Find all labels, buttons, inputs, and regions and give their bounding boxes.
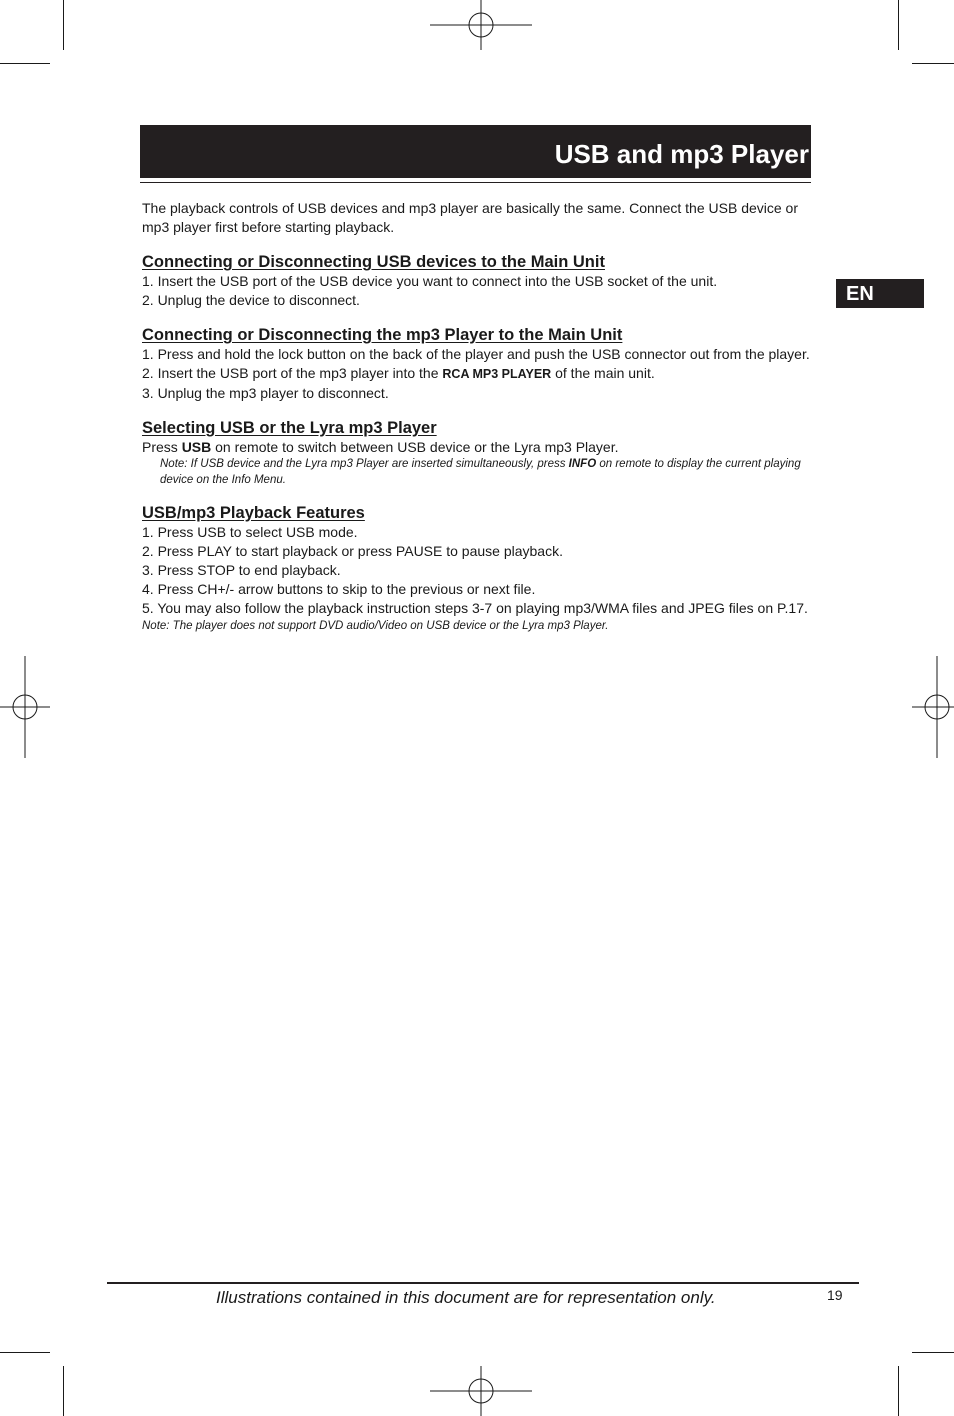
note: Note: The player does not support DVD audio/Video on USB device or the Lyra mp3 Player. — [142, 620, 609, 632]
crop-mark — [0, 63, 50, 64]
registration-mark-icon — [430, 0, 532, 50]
list-item: 1. Insert the USB port of the USB device you want to connect into the USB socket of the unit. — [142, 273, 718, 289]
list-item: 4. Press CH+/- arrow buttons to skip to the previous or next file. — [142, 581, 536, 597]
list-item: 3. Press STOP to end playback. — [142, 562, 341, 578]
list-item: 2. Insert the USB port of the mp3 player into the RCA MP3 PLAYER of the main unit. — [142, 365, 655, 381]
list-item: 3. Unplug the mp3 player to disconnect. — [142, 385, 389, 401]
title-underline — [140, 182, 811, 183]
section-mp3-player — [142, 326, 812, 403]
page-number: 19 — [827, 1287, 843, 1303]
instruction-line: Press USB on remote to switch between USB device or the Lyra mp3 Player. — [142, 439, 619, 455]
registration-mark-icon — [912, 656, 954, 758]
main-content — [142, 199, 812, 650]
list-item: 1. Press and hold the lock button on the back of the player and push the USB connector out from the player. — [142, 346, 810, 362]
intro-paragraph: The playback controls of USB devices and mp3 player are basically the same. Connect the USB device or mp3 player first before starting playback. — [142, 200, 798, 235]
footer-rule — [107, 1282, 859, 1284]
registration-mark-icon — [0, 656, 50, 758]
section-heading: Connecting or Disconnecting the mp3 Player to the Main Unit — [142, 326, 623, 344]
crop-mark — [912, 63, 954, 64]
section-heading: Selecting USB or the Lyra mp3 Player — [142, 419, 437, 437]
list-item: 1. Press USB to select USB mode. — [142, 524, 358, 540]
list-item: 2. Unplug the device to disconnect. — [142, 292, 360, 308]
language-tab — [836, 279, 924, 308]
section-playback-features — [142, 504, 812, 634]
registration-mark-icon — [430, 1366, 532, 1416]
section-heading: Connecting or Disconnecting USB devices to the Main Unit — [142, 253, 605, 271]
footer-disclaimer: Illustrations contained in this document are for representation only. — [216, 1288, 716, 1307]
title-banner — [140, 125, 811, 178]
keyword: INFO — [568, 458, 597, 470]
keyword: RCA MP3 PLAYER — [442, 367, 552, 381]
section-heading: USB/mp3 Playback Features — [142, 504, 365, 522]
page-title: USB and mp3 Player — [554, 139, 809, 169]
crop-mark — [63, 0, 64, 50]
crop-mark — [63, 1366, 64, 1416]
crop-mark — [0, 1352, 50, 1353]
list-item: 2. Press PLAY to start playback or press PAUSE to pause playback. — [142, 543, 563, 559]
keyword: USB — [181, 439, 212, 455]
section-selecting — [142, 419, 812, 488]
crop-mark — [912, 1352, 954, 1353]
crop-mark — [898, 1366, 899, 1416]
language-tab-label: EN — [846, 283, 874, 305]
crop-mark — [898, 0, 899, 50]
list-item: 5. You may also follow the playback instruction steps 3-7 on playing mp3/WMA files and JPEG files on P.17. — [142, 600, 808, 616]
note: Note: If USB device and the Lyra mp3 Player are inserted simultaneously, press INFO on remote to display the current playing device on the Info Menu. — [160, 458, 801, 486]
section-usb-devices — [142, 253, 812, 310]
